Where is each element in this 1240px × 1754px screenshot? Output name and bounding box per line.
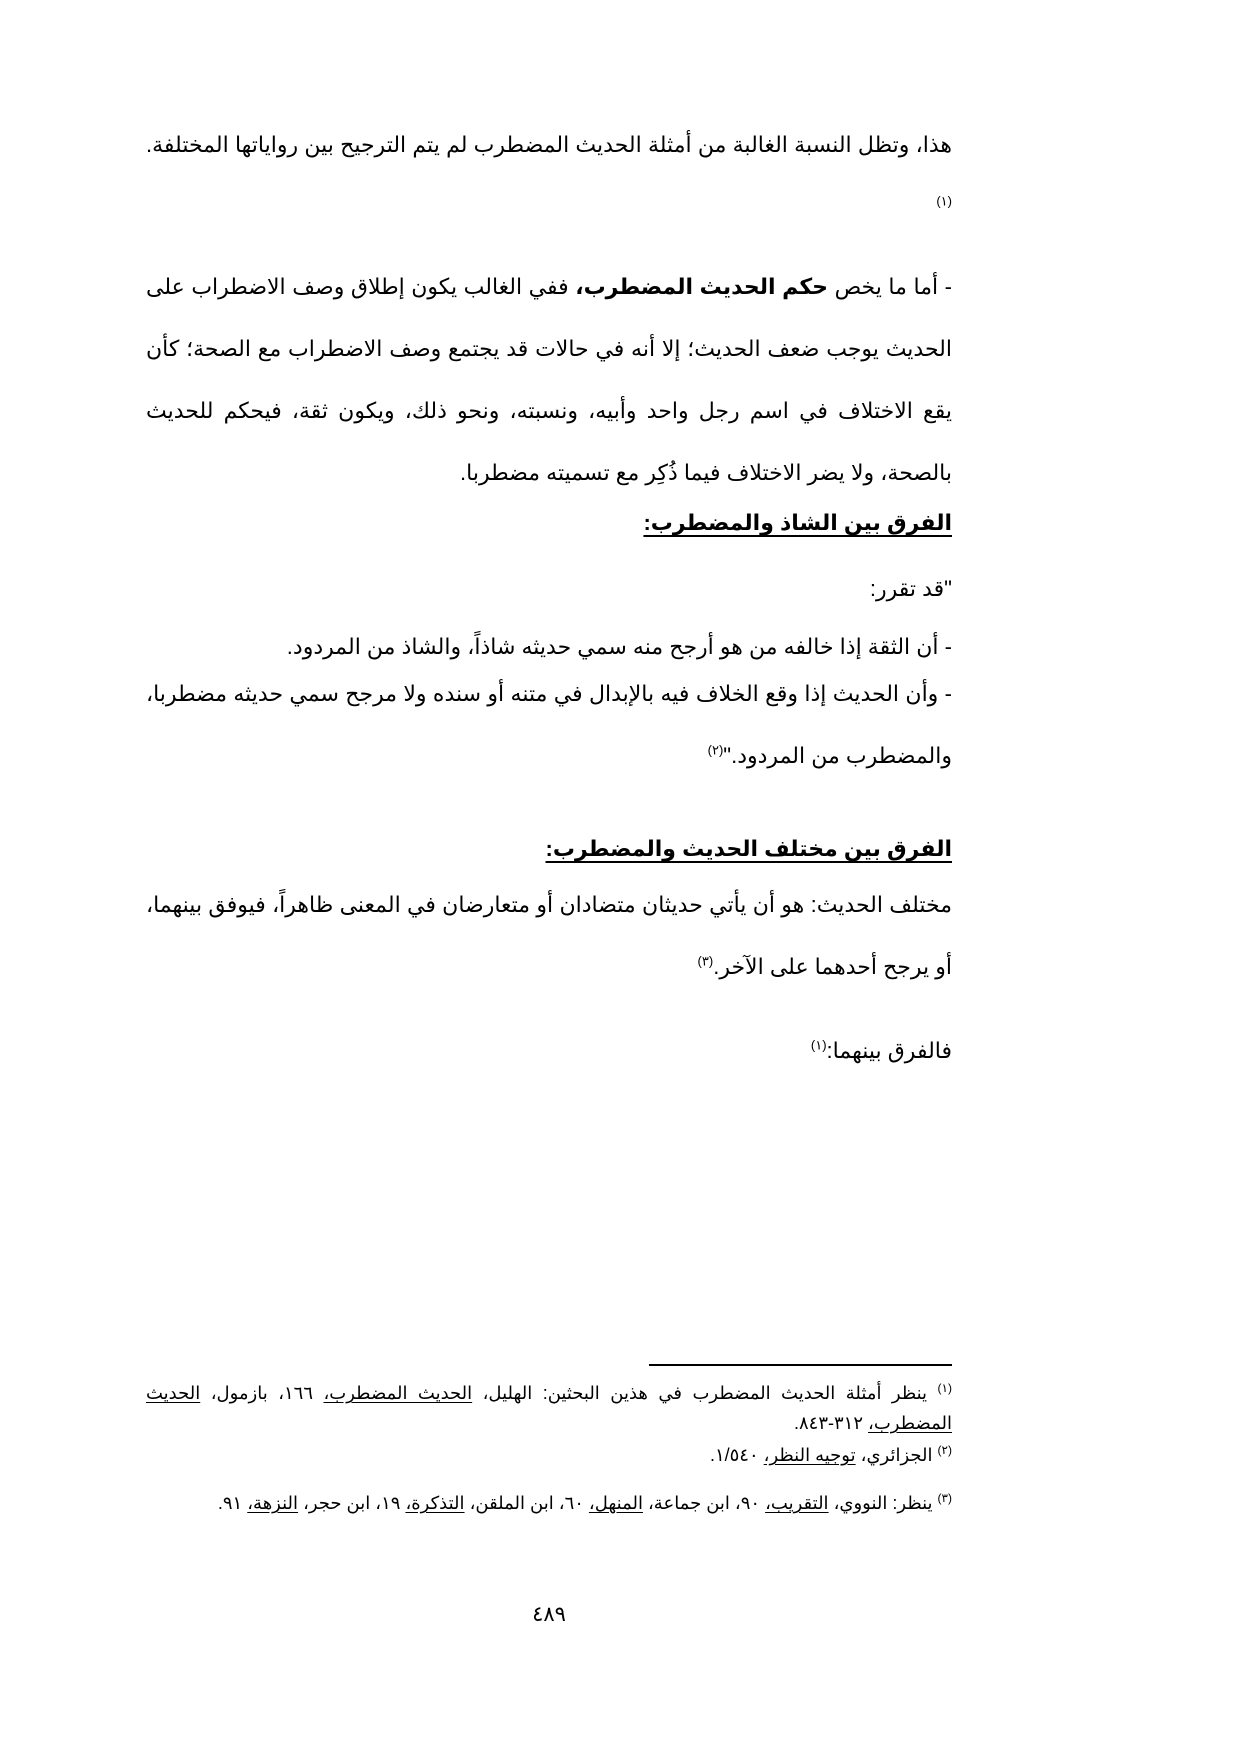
footnote-3 — [146, 1488, 952, 1518]
footnote-ref-1[interactable]: (١) — [936, 193, 952, 209]
footnote-3-text-e: ٩١. — [217, 1493, 243, 1513]
footnote-2 — [146, 1440, 952, 1470]
footnote-2-number: (٢) — [937, 1443, 952, 1457]
document-page — [146, 0, 952, 1754]
footnote-separator — [649, 1364, 952, 1366]
paragraph-4-text: فالفرق بينهما: — [826, 1038, 952, 1063]
footnote-ref-3[interactable]: (٣) — [697, 953, 714, 969]
paragraph-1 — [146, 114, 952, 238]
footnote-1-text-b: ١٦٦، بازمول، — [210, 1383, 314, 1403]
footnote-1-number: (١) — [937, 1381, 952, 1395]
quote-item-2-text: - وأن الحديث إذا وقع الخلاف فيه بالإبدال في متنه أو سنده ولا مرجح سمي حديثه مضطربا، والمضطرب من المردود." — [146, 681, 952, 768]
footnote-2-text-a: الجزائري، — [860, 1445, 933, 1465]
footnote-3-text-a: ينظر: النووي، — [833, 1493, 933, 1513]
paragraph-2-rest: ففي الغالب يكون إطلاق وصف الاضطراب على الحديث يوجب ضعف الحديث؛ إلا أنه في حالات قد يجتمع وصف الاضطراب مع الصحة؛ كأن يقع الاختلاف في اسم رجل واحد وأبيه، ونسبته، ونحو ذلك، ويكون ثقة، فيحكم للحديث بالصحة، ولا يضر الاختلاف فيما ذُكِر مع تسميته مضطربا. — [146, 274, 952, 485]
footnote-1-title-b: الحديث المضطرب، — [146, 1383, 952, 1433]
footnote-3-title-d: النزهة، — [247, 1493, 299, 1513]
footnote-1 — [146, 1378, 952, 1438]
footnote-ref-2[interactable]: (٢) — [707, 742, 724, 758]
footnote-3-title-c: التذكرة، — [405, 1493, 465, 1513]
footnote-2-title-a: توجيه النظر، — [763, 1445, 856, 1465]
footnote-3-text-d: ١٩، ابن حجر، — [303, 1493, 401, 1513]
paragraph-4 — [146, 1036, 952, 1066]
quote-intro: "قد تقرر: — [869, 576, 952, 601]
paragraph-2 — [146, 256, 952, 504]
footnote-1-title-a: الحديث المضطرب، — [323, 1383, 473, 1403]
footnote-3-text-b: ٩٠، ابن جماعة، — [648, 1493, 761, 1513]
footnote-1-text-c: ٣١٢-٨٤٣. — [793, 1413, 864, 1433]
footnote-3-title-b: المنهل، — [588, 1493, 643, 1513]
paragraph-1-text: هذا، وتظل النسبة الغالبة من أمثلة الحديث المضطرب لم يتم الترجيح بين رواياتها المختلفة. — [146, 132, 952, 157]
paragraph-3 — [146, 874, 952, 998]
heading-shadh-vs-mudtarib: الفرق بين الشاذ والمضطرب: — [643, 510, 952, 535]
page-number: ٤٨٩ — [532, 1603, 566, 1626]
footnote-3-number: (٣) — [937, 1491, 952, 1505]
footnote-3-title-a: التقريب، — [765, 1493, 829, 1513]
footnote-3-text-c: ٦٠، ابن الملقن، — [469, 1493, 584, 1513]
paragraph-3-text: مختلف الحديث: هو أن يأتي حديثان متضادان أو متعارضان في المعنى ظاهراً، فيوفق بينهما، أو يرجح أحدهما على الآخر. — [146, 892, 952, 979]
paragraph-2-lead: - أما ما يخص — [834, 274, 952, 299]
heading-mukhtalif-vs-mudtarib: الفرق بين مختلف الحديث والمضطرب: — [545, 836, 952, 861]
footnote-2-text-b: ١/٥٤٠. — [709, 1445, 759, 1465]
paragraph-2-bold: حكم الحديث المضطرب، — [575, 274, 828, 299]
footnote-1-text-a: ينظر أمثلة الحديث المضطرب في هذين البحثين: الهليل، — [482, 1383, 928, 1403]
quote-item-1: - أن الثقة إذا خالفه من هو أرجح منه سمي حديثه شاذاً، والشاذ من المردود. — [286, 634, 952, 659]
quote-item-2 — [146, 663, 952, 787]
footnote-ref-4[interactable]: (١) — [810, 1037, 827, 1053]
